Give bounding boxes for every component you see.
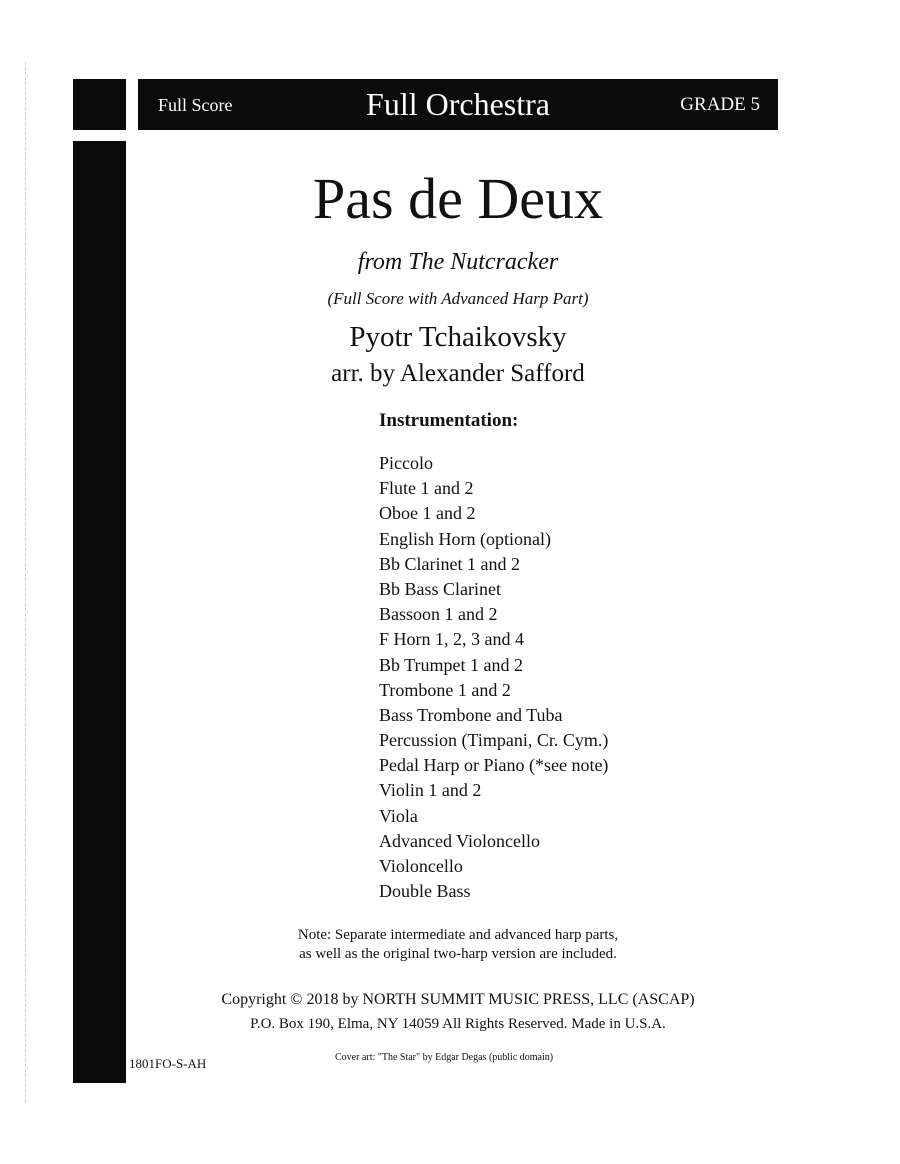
instrumentation-list — [379, 451, 608, 904]
harp-note-line-2: as well as the original two-harp version are included. — [299, 946, 617, 962]
harp-note-line-1: Note: Separate intermediate and advanced harp parts, — [297, 927, 619, 943]
composer: Pyotr Tchaikovsky — [349, 321, 567, 353]
instrument-item: Double Bass — [379, 881, 471, 902]
instrument-item: Bass Trombone and Tuba — [379, 704, 563, 725]
instrument-item: F Horn 1, 2, 3 and 4 — [379, 629, 524, 650]
instrument-item: Violoncello — [379, 856, 463, 876]
instrument-item: Bb Clarinet 1 and 2 — [379, 553, 520, 574]
catalog-number: 1801FO-S-AH — [129, 1056, 207, 1071]
instrument-item: Piccolo — [379, 453, 433, 473]
instrument-item: Oboe 1 and 2 — [379, 503, 476, 524]
instrument-item: Bb Bass Clarinet — [379, 578, 501, 599]
copyright: Copyright © 2018 by NORTH SUMMIT MUSIC PRESS, LLC (ASCAP) — [221, 991, 695, 1008]
publisher-address: P.O. Box 190, Elma, NY 14059 All Rights Reserved. Made in U.S.A. — [250, 1016, 666, 1032]
instrumentation-heading: Instrumentation: — [379, 410, 519, 431]
instrument-item: Viola — [379, 805, 418, 826]
instrument-item: Advanced Violoncello — [379, 830, 541, 851]
arranger: arr. by Alexander Safford — [331, 360, 585, 387]
ensemble-label: Full Orchestra — [366, 86, 550, 122]
score-type-label: Full Score — [158, 95, 233, 115]
instrument-item: Pedal Harp or Piano (*see note) — [379, 755, 609, 776]
page-edge-guide — [25, 62, 26, 1102]
instrument-item: Flute 1 and 2 — [379, 478, 474, 499]
instrument-item: English Horn (optional) — [379, 528, 551, 549]
edition-note: (Full Score with Advanced Harp Part) — [327, 289, 589, 308]
harp-note — [138, 926, 778, 964]
page-title: Pas de Deux — [313, 166, 603, 231]
instrument-item: Percussion (Timpani, Cr. Cym.) — [379, 730, 609, 751]
cover-art-credit: Cover art: "The Star" by Edgar Degas (public domain) — [335, 1052, 554, 1063]
header-bar — [138, 79, 778, 130]
instrument-item: Violin 1 and 2 — [379, 780, 482, 801]
corner-block — [73, 79, 126, 130]
instrument-item: Bb Trumpet 1 and 2 — [379, 654, 524, 675]
side-bar — [73, 141, 126, 1083]
grade-label: GRADE 5 — [680, 94, 760, 115]
instrument-item: Trombone 1 and 2 — [379, 679, 511, 700]
subtitle: from The Nutcracker — [357, 249, 559, 275]
instrument-item: Bassoon 1 and 2 — [379, 604, 498, 625]
